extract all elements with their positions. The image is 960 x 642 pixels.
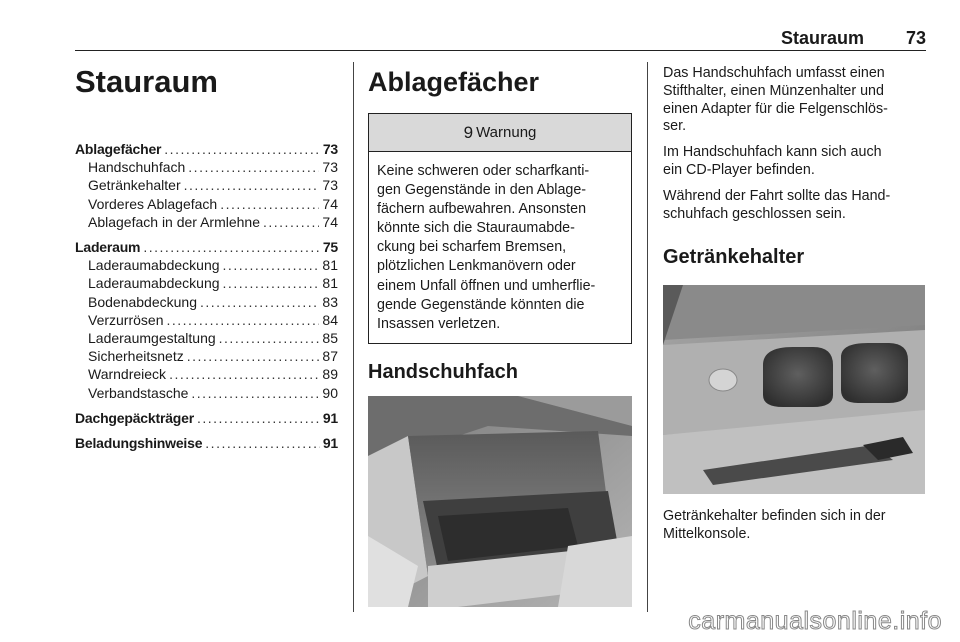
paragraph: Das Handschuhfach umfasst einen Stifthalter, einen Münzenhalter und einen Adapter für die Felgenschlös- ser. [663,65,888,135]
toc-label: Laderaumabdeckung [88,275,220,292]
table-of-contents [75,140,338,452]
glovebox-photo [368,396,632,607]
toc-label: Handschuhfach [88,159,186,176]
toc-page-number: 90 [322,384,338,401]
toc-entry[interactable] [75,434,338,452]
toc-page-number: 74 [322,195,338,212]
toc-subentry[interactable] [75,384,338,402]
toc-subentry[interactable] [75,256,338,274]
toc-label: Beladungshinweise [75,435,203,452]
toc-leader-dots [188,158,319,176]
toc-page-number: 84 [322,311,338,328]
running-title: Stauraum [780,28,864,48]
toc-subentry[interactable] [75,176,338,194]
watermark: carmanualsonline.info [688,607,942,635]
toc-label: Laderaum [75,239,141,256]
warning-text: Keine schweren oder scharfkanti- gen Gegenstände in den Ablage- fächern aufbewahren. Ansonsten könnte sich die Stauraumabde- ckung bei scharfem Bremsen, plötzlichen Lenkmanövern oder einem Unfall öffnen und umherflie- gende Gegenstände könnten die Insassen verletzen. [377,163,596,332]
toc-page-number: 81 [322,257,338,274]
section-title: Ablagefächer [368,67,540,97]
toc-leader-dots [223,256,320,274]
subsection-title-glovebox: Handschuhfach [368,360,519,383]
toc-leader-dots [220,195,319,213]
toc-label: Ablagefach in der Armlehne [88,213,260,230]
header-rule [75,50,926,51]
paragraph: Im Handschuhfach kann sich auch ein CD-Player befinden. [663,144,882,178]
toc-page-number: 73 [322,159,338,176]
toc-label: Warndreieck [88,366,167,383]
toc-label: Vorderes Ablagefach [88,195,218,212]
toc-leader-dots [197,409,320,427]
toc-page-number: 75 [322,239,338,256]
toc-label: Verbandstasche [88,384,189,401]
toc-subentry[interactable] [75,311,338,329]
toc-page-number: 89 [322,366,338,383]
toc-page-number: 91 [322,435,338,452]
chapter-title: Stauraum [75,64,218,99]
column-divider [647,62,648,612]
toc-subentry[interactable] [75,213,338,231]
toc-leader-dots [219,329,320,347]
toc-leader-dots [200,293,319,311]
toc-label: Laderaumabdeckung [88,257,220,274]
toc-page-number: 83 [322,293,338,310]
toc-label: Verzurrösen [88,311,164,328]
toc-leader-dots [223,274,320,292]
toc-subentry[interactable] [75,158,338,176]
toc-entry[interactable] [75,140,338,158]
toc-leader-dots [143,238,320,256]
warning-icon: 9 [463,122,474,142]
toc-page-number: 74 [322,213,338,230]
toc-subentry[interactable] [75,365,338,383]
toc-subentry[interactable] [75,329,338,347]
toc-page-number: 81 [322,275,338,292]
toc-leader-dots [169,365,319,383]
page-number: 73 [905,28,926,48]
warning-header [369,114,631,152]
toc-leader-dots [164,140,320,158]
paragraph: Während der Fahrt sollte das Hand- schuhfach geschlossen sein. [663,187,891,222]
storage-compartments-column [368,60,632,607]
toc-leader-dots [263,213,319,231]
photo-caption: Getränkehalter befinden sich in der Mittelkonsole. [663,508,886,543]
toc-subentry[interactable] [75,195,338,213]
page-header [75,28,926,50]
chapter-contents-column [75,60,338,452]
toc-leader-dots [187,347,320,365]
toc-subentry[interactable] [75,274,338,292]
toc-leader-dots [205,434,320,452]
toc-leader-dots [191,384,319,402]
toc-page-number: 73 [322,177,338,194]
warning-box [368,113,632,344]
subsection-title-cupholder: Getränkehalter [663,246,805,269]
warning-title: Warnung [476,124,537,141]
toc-page-number: 73 [322,141,338,157]
toc-subentry[interactable] [75,347,338,365]
toc-entry[interactable] [75,409,338,427]
toc-label: Getränkehalter [88,177,181,194]
toc-label: Sicherheitsnetz [88,348,184,365]
toc-leader-dots [184,176,320,194]
column-divider [353,62,354,612]
cupholder-photo [663,285,925,494]
toc-page-number: 91 [322,409,338,426]
text-column [663,65,925,544]
toc-subentry[interactable] [75,293,338,311]
toc-entry[interactable] [75,238,338,256]
toc-page-number: 85 [322,330,338,347]
toc-label: Ablagefächer [75,141,162,157]
toc-label: Bodenabdeckung [88,293,197,310]
toc-page-number: 87 [322,348,338,365]
toc-label: Dachgepäckträger [75,409,194,426]
toc-label: Laderaumgestaltung [88,330,216,347]
toc-leader-dots [166,311,319,329]
